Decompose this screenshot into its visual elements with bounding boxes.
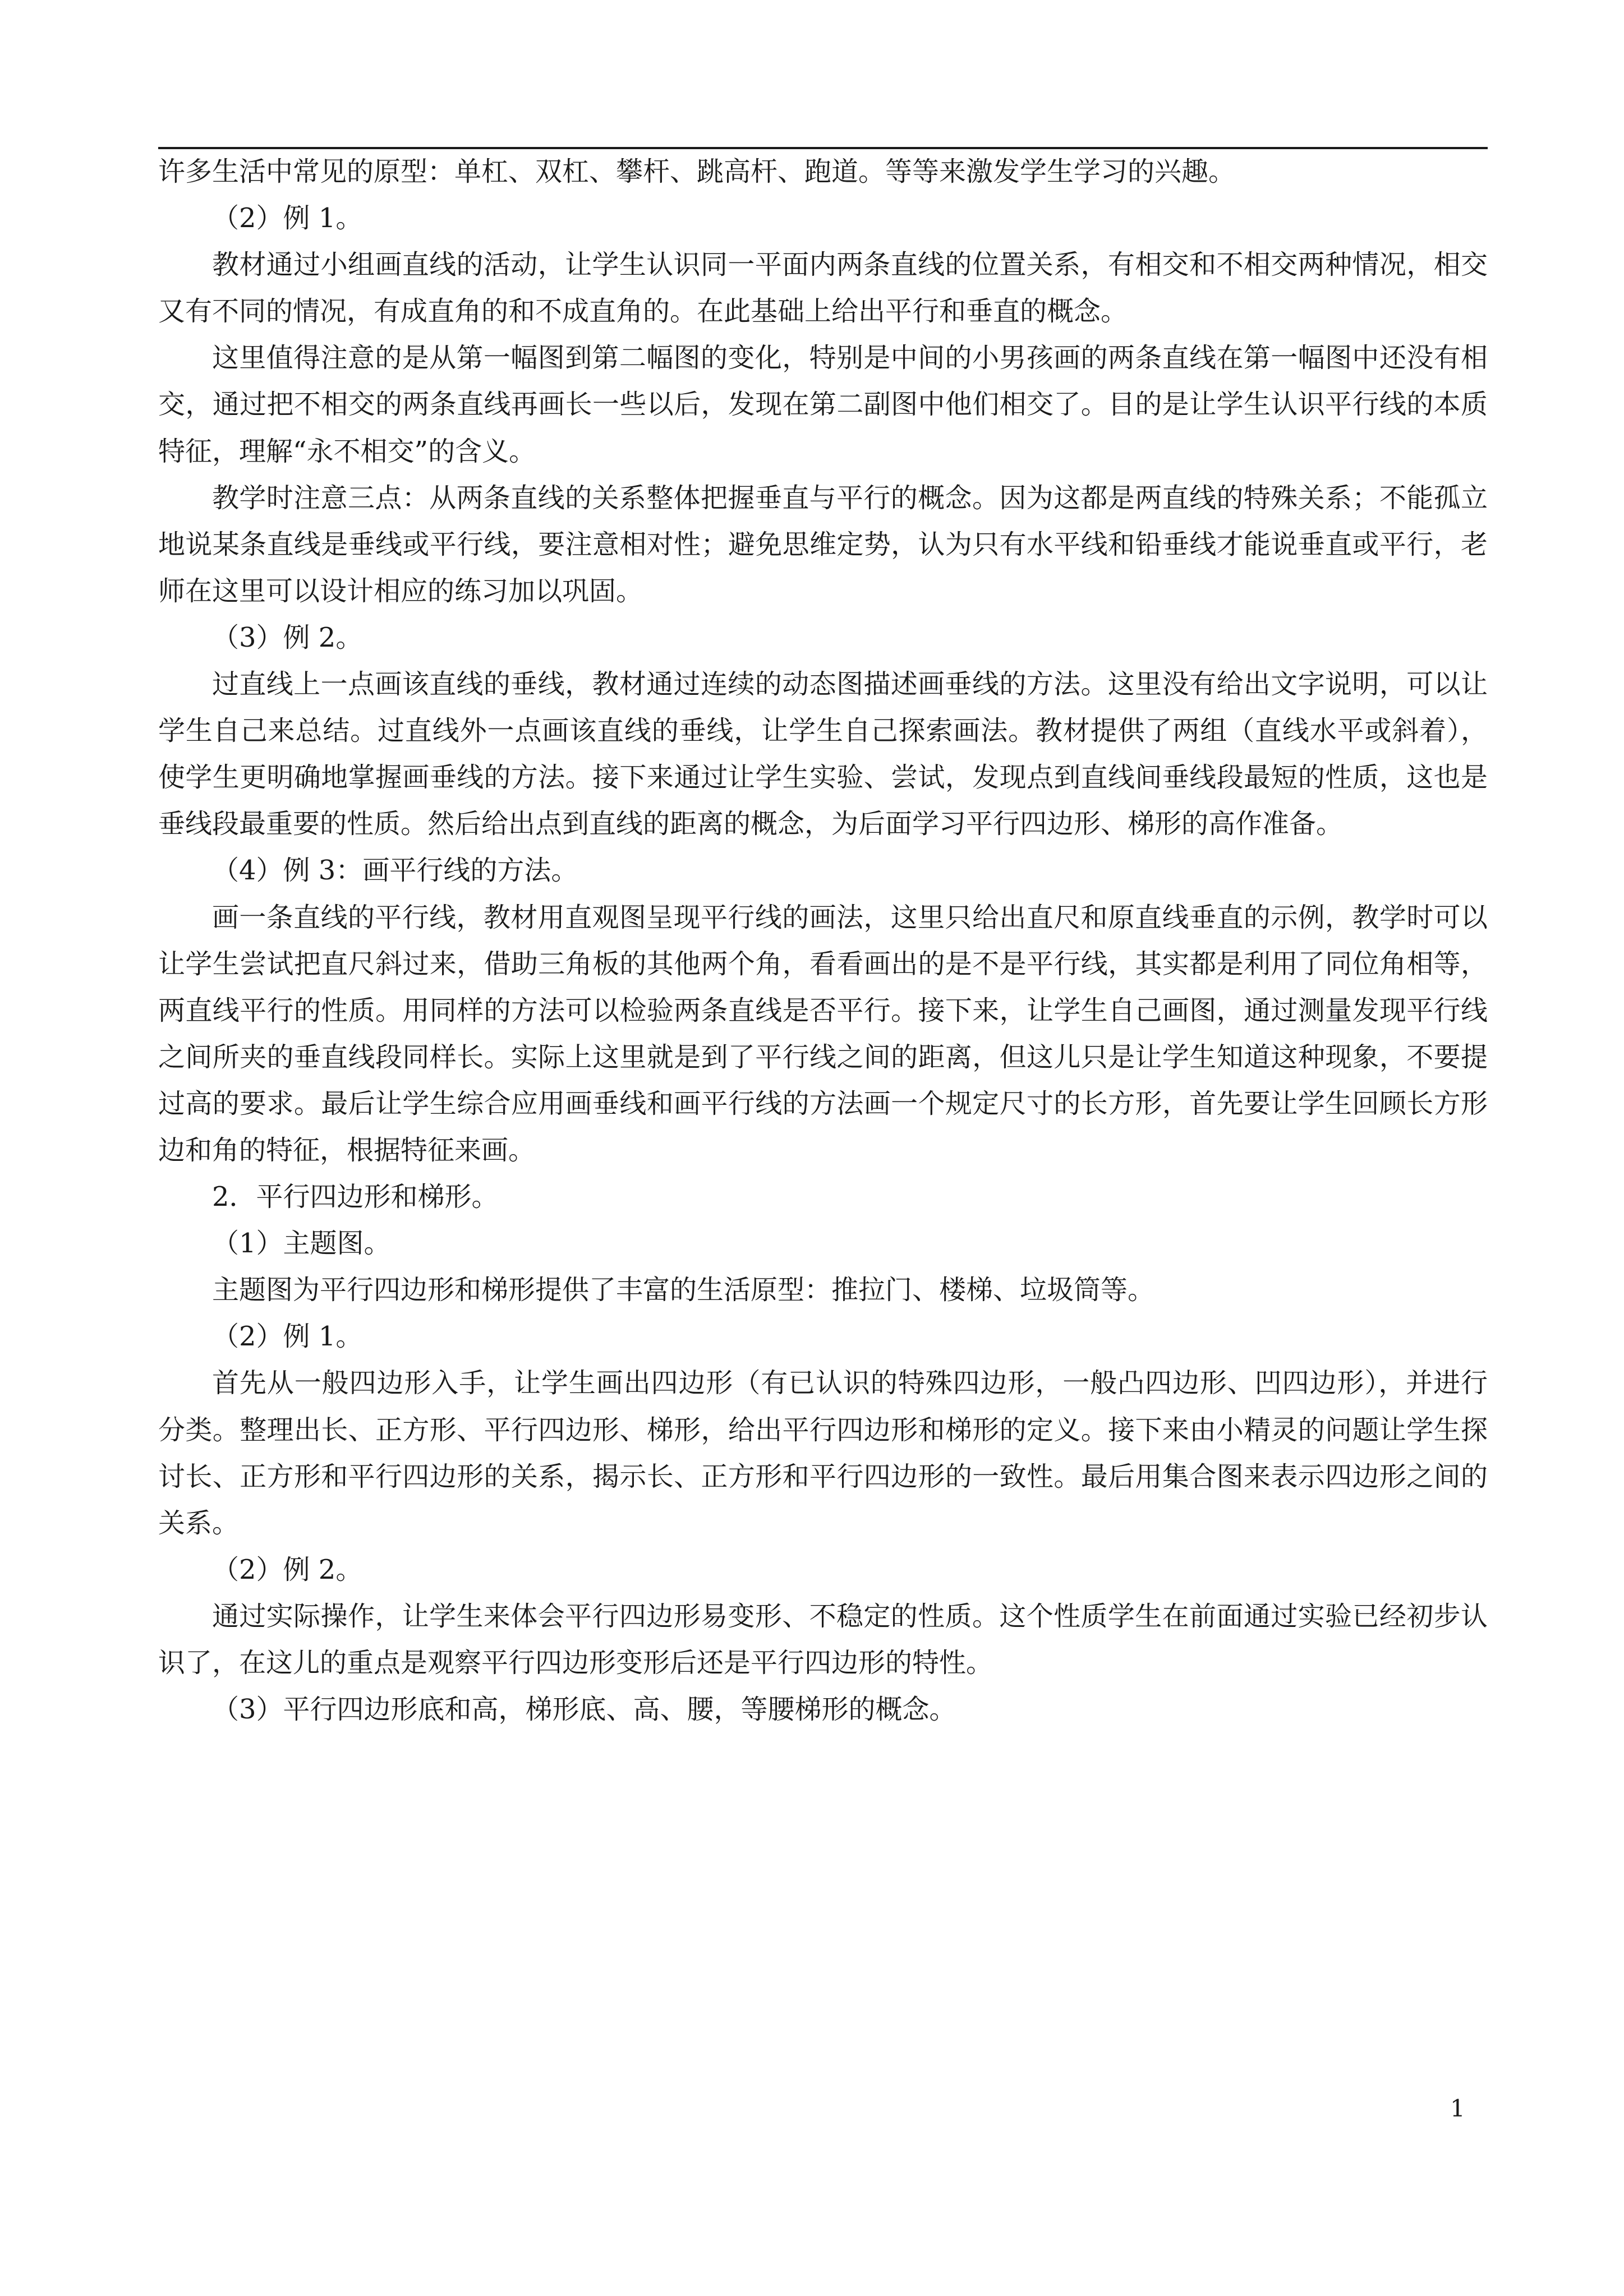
paragraph: 许多生活中常见的原型：单杠、双杠、攀杆、跳高杆、跑道。等等来激发学生学习的兴趣。 [158,156,1236,187]
body-text [158,149,1488,1733]
paragraph: 画一条直线的平行线，教材用直观图呈现平行线的画法，这里只给出直尺和原直线垂直的示例，教学时可以让学生尝试把直尺斜过来，借助三角板的其他两个角，看看画出的是不是平行线，其实都是利用了同位角相等，两直线平行的性质。用同样的方法可以检验两条直线是否平行。接下来，让学生自己画图，通过测量发现平行线之间所夹的垂直线段同样长。实际上这里就是到了平行线之间的距离，但这儿只是让学生知道这种现象，不要提过高的要求。最后让学生综合应用画垂线和画平行线的方法画一个规定尺寸的长方形，首先要让学生回顾长方形边和角的特征，根据特征来画。 [158,901,1488,1166]
paragraph: （3）平行四边形底和高，梯形底、高、腰，等腰梯形的概念。 [212,1694,956,1726]
paragraph: （2）例 1。 [212,1321,363,1353]
paragraph: 过直线上一点画该直线的垂线，教材通过连续的动态图描述画垂线的方法。这里没有给出文字说明，可以让学生自己来总结。过直线外一点画该直线的垂线，让学生自己探索画法。教材提供了两组（直线水平或斜着），使学生更明确地掌握画垂线的方法。接下来通过让学生实验、尝试，发现点到直线间垂线段最短的性质，这也是垂线段最重要的性质。然后给出点到直线的距离的概念，为后面学习平行四边形、梯形的高作准备。 [158,668,1488,840]
paragraph: 通过实际操作，让学生来体会平行四边形易变形、不稳定的性质。这个性质学生在前面通过实验已经初步认识了，在这儿的重点是观察平行四边形变形后还是平行四边形的特性。 [158,1600,1488,1679]
paragraph: 首先从一般四边形入手，让学生画出四边形（有已认识的特殊四边形，一般凸四边形、凹四边形），并进行分类。整理出长、正方形、平行四边形、梯形，给出平行四边形和梯形的定义。接下来由小精灵的问题让学生探讨长、正方形和平行四边形的关系，揭示长、正方形和平行四边形的一致性。最后用集合图来表示四边形之间的关系。 [158,1367,1488,1539]
paragraph: 教学时注意三点：从两条直线的关系整体把握垂直与平行的概念。因为这都是两直线的特殊关系；不能孤立地说某条直线是垂线或平行线，要注意相对性；避免思维定势，认为只有水平线和铅垂线才能说垂直或平行，老师在这里可以设计相应的练习加以巩固。 [158,482,1488,607]
paragraph: （4）例 3：画平行线的方法。 [212,855,578,887]
paragraph: （2）例 1。 [212,202,363,234]
paragraph: 主题图为平行四边形和梯形提供了丰富的生活原型：推拉门、楼梯、垃圾筒等。 [212,1274,1155,1306]
page-number: 1 [1450,2095,1465,2122]
paragraph: （1）主题图。 [212,1228,391,1260]
section-heading: 2．平行四边形和梯形。 [212,1181,499,1213]
paragraph: （2）例 2。 [212,1553,363,1585]
paragraph: （3）例 2。 [212,621,363,653]
paragraph: 这里值得注意的是从第一幅图到第二幅图的变化，特别是中间的小男孩画的两条直线在第一幅图中还没有相交，通过把不相交的两条直线再画长一些以后，发现在第二副图中他们相交了。目的是让学生认识平行线的本质特征，理解“永不相交”的含义。 [158,342,1488,467]
paragraph: 教材通过小组画直线的活动，让学生认识同一平面内两条直线的位置关系，有相交和不相交两种情况，相交又有不同的情况，有成直角的和不成直角的。在此基础上给出平行和垂直的概念。 [158,249,1488,328]
